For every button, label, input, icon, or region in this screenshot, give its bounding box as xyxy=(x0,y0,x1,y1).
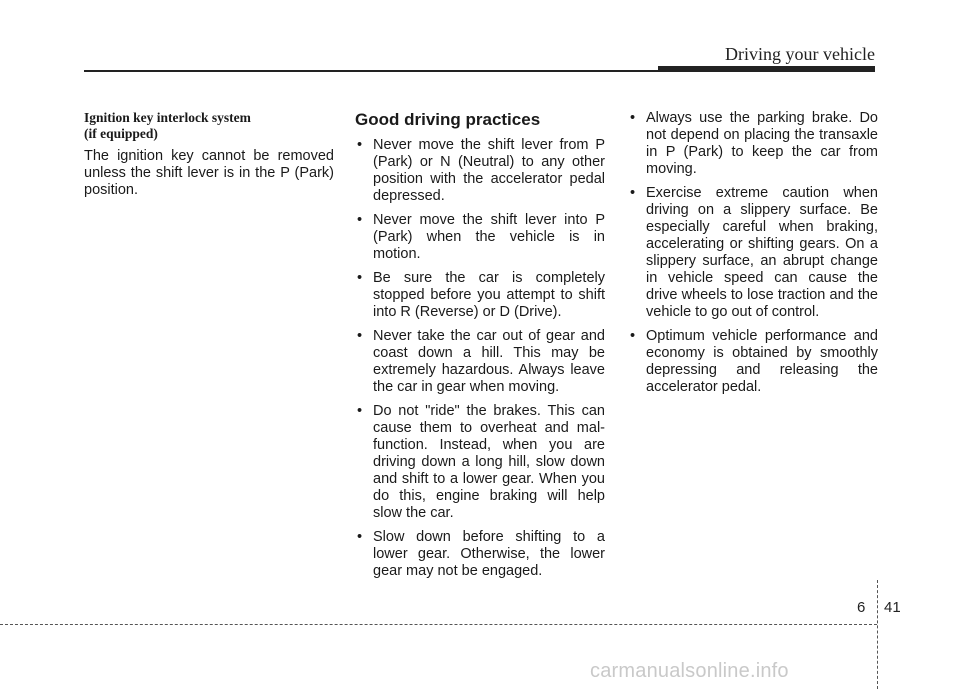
good-driving-list-continued xyxy=(628,110,878,396)
bullet-icon: • xyxy=(357,212,363,228)
list-item-text: Do not "ride" the brakes. This can cause them to overheat and mal-function. Instead, when you are driving down a long hill, slow down and shift to a lower gear. When you do this, engine braking will help slow the car. xyxy=(373,403,605,521)
bullet-icon: • xyxy=(630,328,636,344)
good-driving-heading: Good driving practices xyxy=(355,110,541,129)
list-item-text: Optimum vehicle performance and economy is obtained by smoothly depressing and releasing the accelerator pedal. xyxy=(646,328,878,395)
bullet-icon: • xyxy=(357,137,363,153)
bullet-icon: • xyxy=(357,529,363,545)
bullet-icon: • xyxy=(630,185,636,201)
list-item xyxy=(355,137,605,205)
list-item-text: Slow down before shifting to a lower gear. Otherwise, the lower gear may not be engaged. xyxy=(373,529,605,579)
header-title: Driving your vehicle xyxy=(725,44,875,64)
bullet-icon: • xyxy=(357,328,363,344)
list-item xyxy=(355,270,605,321)
list-item-text: Never take the car out of gear and coast down a hill. This may be extremely hazardous. Always leave the car in gear when moving. xyxy=(373,328,605,395)
column-good-driving-continued xyxy=(628,110,878,403)
footer-divider xyxy=(877,580,878,689)
page-number: 41 xyxy=(884,599,901,616)
bullet-icon: • xyxy=(630,110,636,126)
list-item xyxy=(355,403,605,522)
bullet-icon: • xyxy=(357,270,363,286)
watermark: carmanualsonline.info xyxy=(590,660,789,682)
list-item-text: Never move the shift lever into P (Park) when the vehicle is in motion. xyxy=(373,212,605,262)
list-item-text: Exercise extreme caution when driving on a slippery surface. Be especially careful when braking, accelerating or shifting gears. On a slippery surface, an abrupt change in vehicle speed can cause the drive wheels to lose traction and the vehicle to go out of control. xyxy=(646,185,878,320)
list-item-text: Be sure the car is completely stopped before you attempt to shift into R (Reverse) or D (Drive). xyxy=(373,270,605,320)
list-item xyxy=(355,212,605,263)
header-rule-accent xyxy=(658,66,875,72)
interlock-heading-line1: Ignition key interlock system xyxy=(84,110,251,125)
list-item-text: Always use the parking brake. Do not depend on placing the transaxle in P (Park) to keep the car from moving. xyxy=(646,110,878,177)
list-item xyxy=(628,185,878,321)
list-item xyxy=(628,328,878,396)
list-item xyxy=(355,529,605,580)
column-ignition-interlock xyxy=(84,110,334,199)
list-item-text: Never move the shift lever from P (Park) or N (Neutral) to any other position with the accelerator pedal depressed. xyxy=(373,137,605,204)
column-good-driving xyxy=(355,110,605,587)
footer-rule xyxy=(0,624,877,625)
bullet-icon: • xyxy=(357,403,363,419)
interlock-paragraph: The ignition key cannot be removed unless the shift lever is in the P (Park) position. xyxy=(84,148,334,198)
interlock-heading xyxy=(84,110,334,142)
good-driving-list xyxy=(355,137,605,580)
interlock-heading-line2: (if equipped) xyxy=(84,126,158,141)
list-item xyxy=(628,110,878,178)
list-item xyxy=(355,328,605,396)
chapter-number: 6 xyxy=(857,599,866,616)
